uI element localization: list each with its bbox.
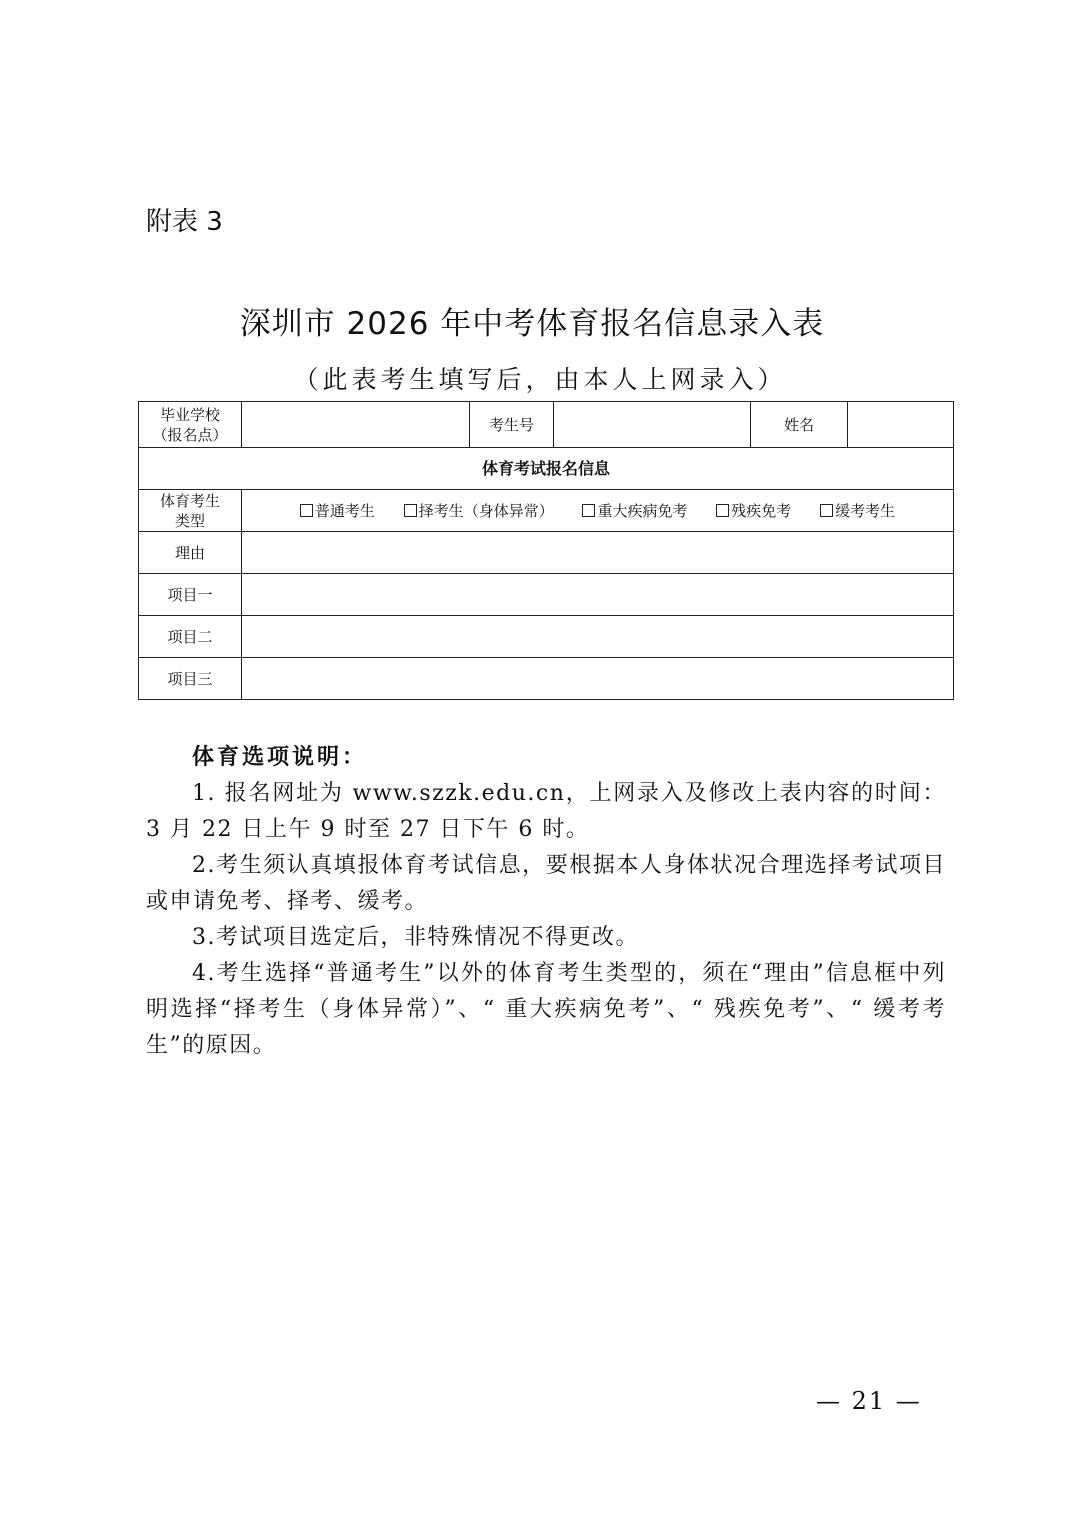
option-disability-exempt[interactable]	[716, 501, 791, 521]
type-label: 体育考生	[159, 491, 220, 510]
checkbox-icon[interactable]	[716, 504, 729, 517]
table-row-item3	[139, 658, 954, 700]
name-input-cell[interactable]	[848, 402, 954, 448]
option-selective-label: 择考生（身体异常）	[418, 501, 554, 520]
option-deferred[interactable]	[820, 501, 895, 521]
school-label-cell	[139, 402, 242, 448]
type-label-cell	[139, 490, 242, 532]
option-regular[interactable]	[300, 501, 375, 521]
table-row-reason	[139, 532, 954, 574]
notes-heading: 体育选项说明：	[192, 745, 368, 770]
page-number: — 21 —	[816, 1387, 922, 1415]
reason-label: 理由	[139, 532, 242, 574]
table-row-type	[139, 490, 954, 532]
checkbox-icon[interactable]	[404, 504, 417, 517]
attachment-label: 附表 3	[146, 207, 223, 237]
option-selective[interactable]	[404, 501, 554, 521]
section-header: 体育考试报名信息	[139, 448, 954, 490]
school-input-cell[interactable]	[242, 402, 470, 448]
option-deferred-label: 缓考考生	[835, 501, 896, 520]
notes-section	[146, 740, 946, 1064]
type-label-sub: 类型	[174, 511, 205, 530]
candidate-number-label: 考生号	[470, 402, 554, 448]
reason-input-cell[interactable]	[242, 532, 954, 574]
checkbox-icon[interactable]	[820, 504, 833, 517]
checkbox-icon[interactable]	[300, 504, 313, 517]
note-item: 2.考生须认真填报体育考试信息，要根据本人身体状况合理选择考试项目或申请免考、择考、缓考。	[146, 853, 946, 914]
type-options-cell	[242, 490, 954, 532]
item2-input-cell[interactable]	[242, 616, 954, 658]
item2-label: 项目二	[139, 616, 242, 658]
option-regular-label: 普通考生	[314, 501, 375, 520]
school-label-sub: （报名点）	[152, 425, 228, 444]
item3-label: 项目三	[139, 658, 242, 700]
table-row-item2	[139, 616, 954, 658]
item1-label: 项目一	[139, 574, 242, 616]
table-row-section	[139, 448, 954, 490]
item3-input-cell[interactable]	[242, 658, 954, 700]
table-row-basic-info	[139, 402, 954, 448]
note-item: 1. 报名网址为 www.szzk.edu.cn，上网录入及修改上表内容的时间：3 月 22 日上午 9 时至 27 日下午 6 时。	[146, 781, 946, 842]
note-item: 4.考生选择“普通考生”以外的体育考生类型的，须在“理由”信息框中列明选择“择考生（身体异常）”、“ 重大疾病免考”、“ 残疾免考”、“ 缓考考生”的原因。	[146, 961, 946, 1058]
name-label: 姓名	[751, 402, 848, 448]
registration-table	[138, 401, 954, 700]
option-disability-exempt-label: 残疾免考	[731, 501, 792, 520]
table-row-item1	[139, 574, 954, 616]
option-illness-exempt[interactable]	[582, 501, 687, 521]
page-subtitle: （此表考生填写后，由本人上网录入）	[293, 365, 787, 394]
item1-input-cell[interactable]	[242, 574, 954, 616]
school-label: 毕业学校	[159, 405, 220, 424]
candidate-number-input-cell[interactable]	[554, 402, 751, 448]
page-title: 深圳市 2026 年中考体育报名信息录入表	[239, 306, 825, 342]
option-illness-exempt-label: 重大疾病免考	[597, 501, 688, 520]
checkbox-icon[interactable]	[582, 504, 595, 517]
note-item: 3.考试项目选定后，非特殊情况不得更改。	[192, 925, 639, 950]
